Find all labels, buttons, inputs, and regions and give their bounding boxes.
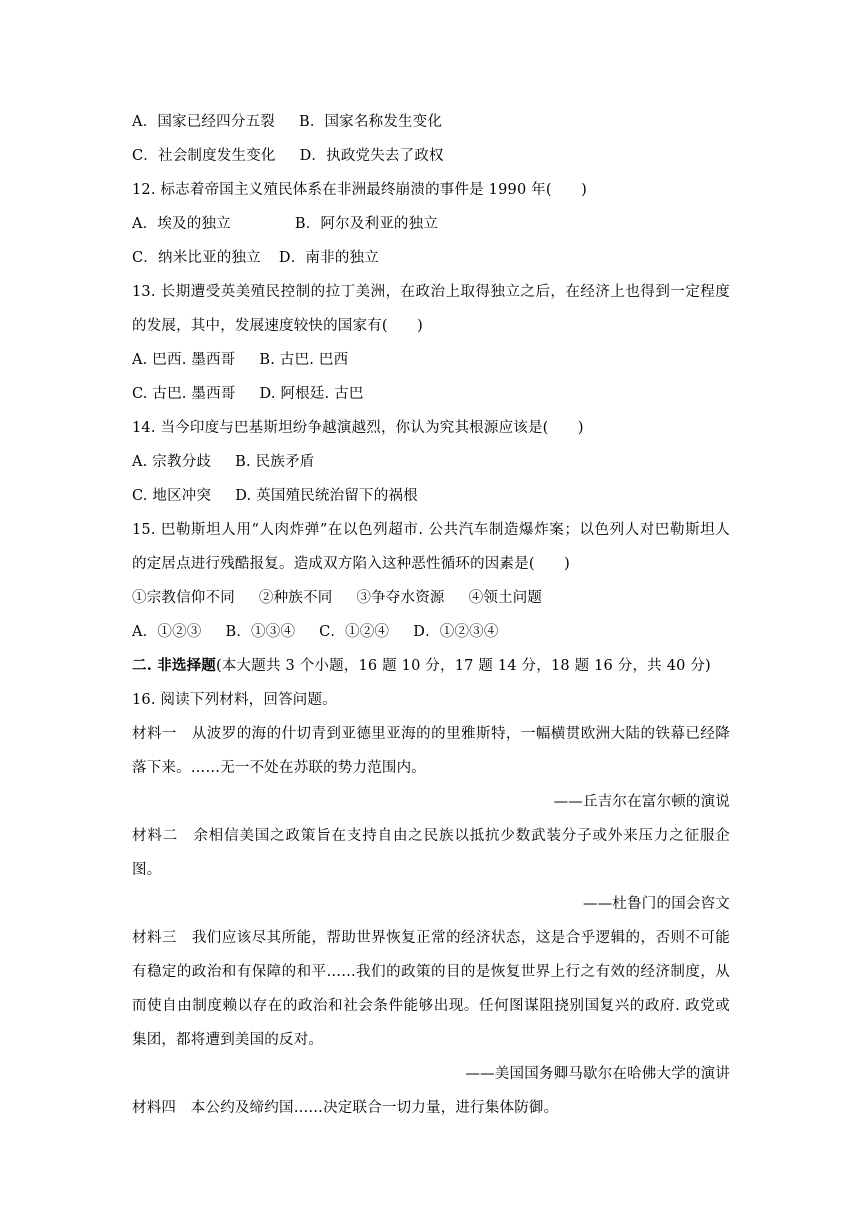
section-2-title: 二. 非选择题: [132, 657, 216, 674]
q16-material-1-source: ——丘吉尔在富尔顿的演说: [553, 794, 730, 810]
q14-option-d: D. 英国殖民统治留下的祸根: [235, 488, 418, 504]
q16-material-4-line-1: 材料四 本公约及缔约国……决定联合一切力量，进行集体防御。: [132, 1100, 559, 1116]
q15-stem-line-1: 15. 巴勒斯坦人用“人肉炸弹”在以色列超市. 公共汽车制造爆炸案；以色列人对巴勒斯坦人: [132, 522, 730, 538]
q15-options-row: [132, 615, 730, 649]
q13-stem-line-1: 13. 长期遭受英美殖民控制的拉丁美洲，在政治上取得独立之后，在经济上也得到一定程度: [132, 284, 730, 300]
q15-option-b: B．①③④: [225, 624, 296, 640]
q14-option-a: A. 宗教分歧: [132, 454, 212, 470]
section-2-note: (本大题共 3 个小题，16 题 10 分，17 题 14 分，18 题 16 分，共 40 分): [216, 658, 711, 674]
q16-stem: 16. 阅读下列材料，回答问题。: [132, 692, 337, 708]
q16-material-2-line-1: 材料二 余相信美国之政策旨在支持自由之民族以抵抗少数武装分子或外来压力之征服企: [132, 828, 730, 844]
q16-material-2-source: ——杜鲁门的国会咨文: [583, 896, 730, 912]
q15-option-a: A．①②③: [132, 624, 202, 640]
q13-option-d: D. 阿根廷. 古巴: [259, 386, 364, 402]
q15-factor-4: ④领土问题: [468, 590, 543, 606]
q11-option-a: A．国家已经四分五裂: [132, 114, 275, 130]
q14-option-b: B. 民族矛盾: [235, 454, 315, 470]
q14-options-row-2: [132, 479, 730, 513]
q16-material-3-line-2: 有稳定的政治和有保障的和平……我们的政策的目的是恢复世界上行之有效的经济制度，从: [132, 964, 730, 980]
q12-option-a: A．埃及的独立: [132, 216, 231, 232]
q11-options-row-2: [132, 139, 730, 173]
q13-option-a: A. 巴西. 墨西哥: [132, 352, 236, 368]
q15-option-c: C．①②④: [319, 624, 390, 640]
q12-options-row-1: [132, 207, 730, 241]
q13-options-row-2: [132, 377, 730, 411]
q15-option-d: D．①②③④: [413, 624, 499, 640]
q12-options-row-2: [132, 241, 730, 275]
q15-stem-line-2: 的定居点进行残酷报复。造成双方陷入这种恶性循环的因素是( ): [132, 556, 571, 572]
q16-material-1-line-1: 材料一 从波罗的海的什切青到亚德里亚海的的里雅斯特，一幅横贯欧洲大陆的铁幕已经降: [132, 726, 730, 742]
q11-option-d: D．执政党失去了政权: [299, 148, 444, 164]
q16-material-3-line-1: 材料三 我们应该尽其所能，帮助世界恢复正常的经济状态，这是合乎逻辑的，否则不可能: [132, 930, 730, 946]
exam-content: [132, 105, 730, 1125]
q11-option-c: C．社会制度发生变化: [132, 148, 276, 164]
q14-stem: 14. 当今印度与巴基斯坦纷争越演越烈，你认为究其根源应该是( ): [132, 420, 584, 436]
q16-material-1-line-2: 落下来。……无一不处在苏联的势力范围内。: [132, 760, 426, 776]
section-2-heading: [132, 649, 730, 683]
q13-stem-line-2: 的发展，其中，发展速度较快的国家有( ): [132, 318, 424, 334]
q15-factors-row: [132, 581, 730, 615]
q16-material-3-source: ——美国国务卿马歇尔在哈佛大学的演讲: [465, 1066, 730, 1082]
q15-factor-2: ②种族不同: [258, 590, 333, 606]
q16-material-2-line-2: 图。: [132, 862, 162, 878]
q12-option-d: D．南非的独立: [278, 250, 379, 266]
q11-options-row-1: [132, 105, 730, 139]
q12-stem: 12. 标志着帝国主义殖民体系在非洲最终崩溃的事件是 1990 年( ): [132, 182, 588, 198]
q13-option-c: C. 古巴. 墨西哥: [132, 386, 236, 402]
q15-factor-3: ③争夺水资源: [356, 590, 445, 606]
q12-option-b: B．阿尔及利亚的独立: [294, 216, 439, 232]
q12-option-c: C．纳米比亚的独立: [132, 250, 261, 266]
q16-material-3-line-4: 集团，都将遭到美国的反对。: [132, 1032, 324, 1048]
q13-option-b: B. 古巴. 巴西: [259, 352, 349, 368]
q15-factor-1: ①宗教信仰不同: [132, 590, 235, 606]
q13-options-row-1: [132, 343, 730, 377]
q14-options-row-1: [132, 445, 730, 479]
q14-option-c: C. 地区冲突: [132, 488, 212, 504]
q11-option-b: B．国家名称发生变化: [298, 114, 443, 130]
q16-material-3-line-3: 而使自由制度赖以存在的政治和社会条件能够出现。任何图谋阻挠别国复兴的政府. 政党或: [132, 998, 730, 1014]
